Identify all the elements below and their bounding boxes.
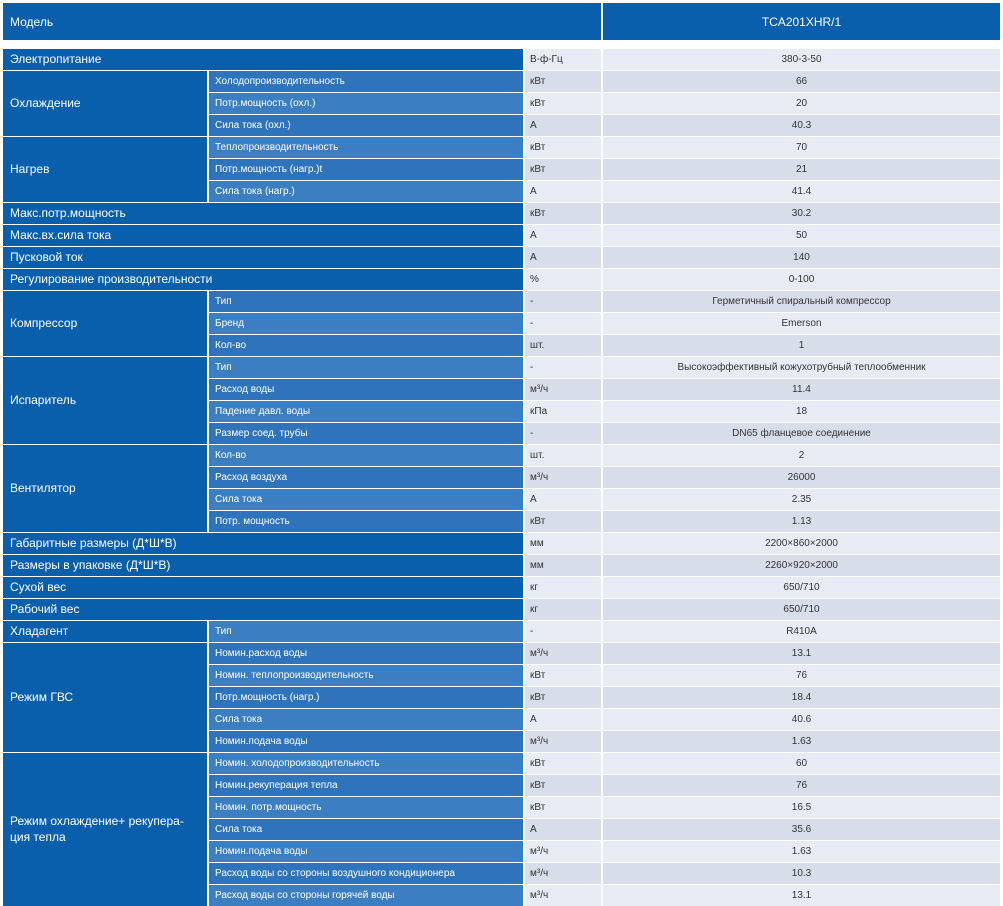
- row-unit: -: [525, 357, 601, 379]
- row-unit: A: [525, 181, 601, 203]
- row-sub-label: Сила тока (нагр.): [209, 181, 523, 203]
- row-value: 41.4: [603, 181, 1000, 203]
- row-value: 650/710: [603, 577, 1000, 599]
- row-sub-label: Тип: [209, 291, 523, 313]
- row-unit: кВт: [525, 511, 601, 533]
- row-value: Emerson: [603, 313, 1000, 335]
- row-value: 16.5: [603, 797, 1000, 819]
- row-label: Сухой вес: [3, 577, 523, 599]
- row-value: 76: [603, 665, 1000, 687]
- row-unit: м³/ч: [525, 467, 601, 489]
- row-unit: -: [525, 423, 601, 445]
- row-unit: A: [525, 709, 601, 731]
- row-value: 35.6: [603, 819, 1000, 841]
- row-label: Компрессор: [3, 291, 207, 357]
- row-sub-label: Расход воды со стороны воздушного кондиционера: [209, 863, 523, 885]
- row-unit: м³/ч: [525, 885, 601, 906]
- row-unit: кВт: [525, 137, 601, 159]
- row-value: 1.63: [603, 731, 1000, 753]
- row-value: 40.6: [603, 709, 1000, 731]
- row-sub-label: Сила тока: [209, 709, 523, 731]
- row-unit: м³/ч: [525, 863, 601, 885]
- row-value: 21: [603, 159, 1000, 181]
- header-model: TCA201XHR/1: [603, 3, 1000, 40]
- row-sub-label: Тип: [209, 357, 523, 379]
- row-sub-label: Падение давл. воды: [209, 401, 523, 423]
- row-label: Макс.потр.мощность: [3, 203, 523, 225]
- row-value: 380-3-50: [603, 49, 1000, 71]
- row-unit: кВт: [525, 159, 601, 181]
- row-label: Режим охлаждение+ рекупера-ция тепла: [3, 753, 207, 906]
- row-sub-label: Теплопроизводительность: [209, 137, 523, 159]
- row-value: 40.3: [603, 115, 1000, 137]
- row-value: 2.35: [603, 489, 1000, 511]
- row-unit: кг: [525, 577, 601, 599]
- row-label: Испаритель: [3, 357, 207, 445]
- row-unit: м³/ч: [525, 643, 601, 665]
- row-value: 11.4: [603, 379, 1000, 401]
- row-unit: %: [525, 269, 601, 291]
- row-label: Рабочий вес: [3, 599, 523, 621]
- row-unit: -: [525, 313, 601, 335]
- row-label: Вентилятор: [3, 445, 207, 533]
- row-label: Регулирование производительности: [3, 269, 523, 291]
- row-sub-label: Расход воздуха: [209, 467, 523, 489]
- row-unit: A: [525, 819, 601, 841]
- row-value: 26000: [603, 467, 1000, 489]
- row-unit: кВт: [525, 93, 601, 115]
- row-sub-label: Сила тока (охл.): [209, 115, 523, 137]
- row-value: 2200×860×2000: [603, 533, 1000, 555]
- row-unit: кг: [525, 599, 601, 621]
- row-value: 1.13: [603, 511, 1000, 533]
- row-label: Нагрев: [3, 137, 207, 203]
- row-label: Хладагент: [3, 621, 207, 643]
- row-unit: кВт: [525, 753, 601, 775]
- row-value: DN65 фланцевое соединение: [603, 423, 1000, 445]
- row-value: 1.63: [603, 841, 1000, 863]
- row-label: Макс.вх.сила тока: [3, 225, 523, 247]
- row-unit: кВт: [525, 71, 601, 93]
- row-value: 650/710: [603, 599, 1000, 621]
- row-sub-label: Расход воды: [209, 379, 523, 401]
- row-value: 66: [603, 71, 1000, 93]
- row-value: 20: [603, 93, 1000, 115]
- row-sub-label: Потр.мощность (нагр.): [209, 687, 523, 709]
- row-sub-label: Потр. мощность: [209, 511, 523, 533]
- row-unit: -: [525, 621, 601, 643]
- row-unit: -: [525, 291, 601, 313]
- row-unit: мм: [525, 555, 601, 577]
- row-label: Охлаждение: [3, 71, 207, 137]
- header-label: Модель: [3, 3, 601, 40]
- row-unit: кПа: [525, 401, 601, 423]
- row-value: 10.3: [603, 863, 1000, 885]
- row-value: 50: [603, 225, 1000, 247]
- row-value: 140: [603, 247, 1000, 269]
- row-label: Электропитание: [3, 49, 523, 71]
- row-value: 2260×920×2000: [603, 555, 1000, 577]
- row-sub-label: Номин. теплопроизводительность: [209, 665, 523, 687]
- row-sub-label: Потр.мощность (охл.): [209, 93, 523, 115]
- row-sub-label: Сила тока: [209, 819, 523, 841]
- row-unit: A: [525, 115, 601, 137]
- row-value: 30.2: [603, 203, 1000, 225]
- row-value: 18.4: [603, 687, 1000, 709]
- row-unit: кВт: [525, 775, 601, 797]
- row-sub-label: Номин.рекуперация тепла: [209, 775, 523, 797]
- row-sub-label: Потр.мощность (нагр.)t: [209, 159, 523, 181]
- row-sub-label: Кол-во: [209, 445, 523, 467]
- row-value: Герметичный спиральный компрессор: [603, 291, 1000, 313]
- row-value: 2: [603, 445, 1000, 467]
- row-label: Размеры в упаковке (Д*Ш*В): [3, 555, 523, 577]
- row-unit: кВт: [525, 687, 601, 709]
- row-unit: A: [525, 225, 601, 247]
- row-unit: мм: [525, 533, 601, 555]
- row-unit: шт.: [525, 445, 601, 467]
- row-sub-label: Тип: [209, 621, 523, 643]
- row-value: 0-100: [603, 269, 1000, 291]
- row-sub-label: Кол-во: [209, 335, 523, 357]
- row-value: 1: [603, 335, 1000, 357]
- row-sub-label: Холодопроизводительность: [209, 71, 523, 93]
- row-sub-label: Расход воды со стороны горячей воды: [209, 885, 523, 906]
- row-value: Высокоэффективный кожухотрубный теплообменник: [603, 357, 1000, 379]
- row-unit: м³/ч: [525, 731, 601, 753]
- row-label: Габаритные размеры (Д*Ш*В): [3, 533, 523, 555]
- row-sub-label: Номин. холодопроизводительность: [209, 753, 523, 775]
- row-unit: м³/ч: [525, 841, 601, 863]
- row-value: 13.1: [603, 885, 1000, 906]
- row-label: Режим ГВС: [3, 643, 207, 753]
- row-label: Пусковой ток: [3, 247, 523, 269]
- row-unit: м³/ч: [525, 379, 601, 401]
- row-unit: A: [525, 247, 601, 269]
- row-unit: шт.: [525, 335, 601, 357]
- row-sub-label: Номин.расход воды: [209, 643, 523, 665]
- row-value: 70: [603, 137, 1000, 159]
- row-sub-label: Бренд: [209, 313, 523, 335]
- row-value: R410A: [603, 621, 1000, 643]
- row-unit: кВт: [525, 665, 601, 687]
- row-value: 13.1: [603, 643, 1000, 665]
- row-value: 18: [603, 401, 1000, 423]
- row-value: 76: [603, 775, 1000, 797]
- row-sub-label: Номин. потр.мощность: [209, 797, 523, 819]
- row-sub-label: Номин.подача воды: [209, 731, 523, 753]
- spec-table: [3, 3, 1000, 890]
- row-sub-label: Размер соед. трубы: [209, 423, 523, 445]
- row-value: 60: [603, 753, 1000, 775]
- row-unit: A: [525, 489, 601, 511]
- row-unit: кВт: [525, 797, 601, 819]
- row-unit: В-ф-Гц: [525, 49, 601, 71]
- row-sub-label: Номин.подача воды: [209, 841, 523, 863]
- row-sub-label: Сила тока: [209, 489, 523, 511]
- row-unit: кВт: [525, 203, 601, 225]
